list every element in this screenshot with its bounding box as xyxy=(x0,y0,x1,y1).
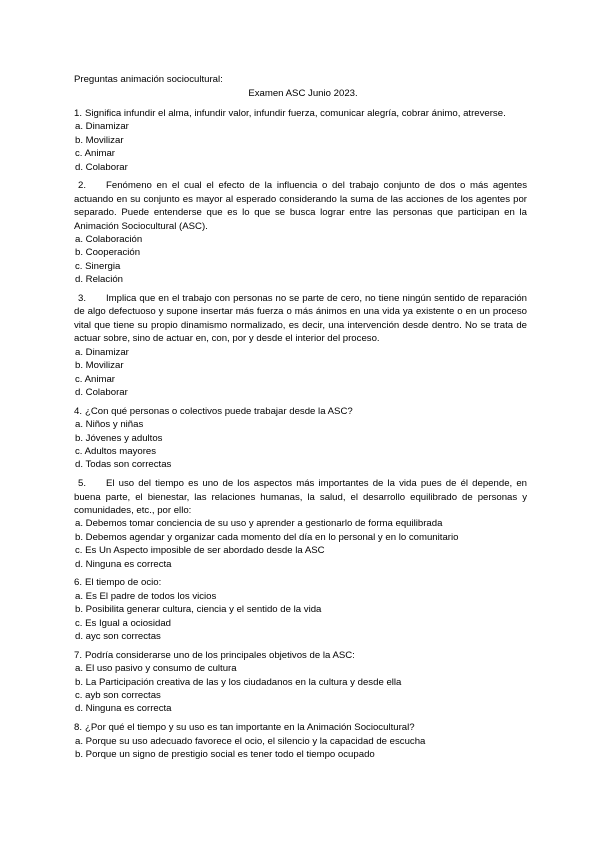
answer-option: b. Movilizar xyxy=(75,134,124,146)
answer-option: c. Sinergia xyxy=(75,260,121,272)
answer-option: b. Cooperación xyxy=(75,247,141,259)
question-number: 5. xyxy=(78,478,87,490)
answer-option: a. Porque su uso adecuado favorece el ocio, el silencio y la capacidad de escucha xyxy=(75,735,426,747)
answer-option: d. Relación xyxy=(75,274,123,286)
answer-option: a. Es El padre de todos los vicios xyxy=(75,590,217,602)
answer-option: b. Posibilita generar cultura, ciencia y el sentido de la vida xyxy=(75,604,322,616)
question-8 xyxy=(74,721,527,761)
document-title: Examen ASC Junio 2023. xyxy=(248,88,358,99)
answer-option: d. Colaborar xyxy=(75,386,128,398)
question-6 xyxy=(74,576,527,643)
answer-option: c. Adultos mayores xyxy=(75,445,157,457)
answer-option: c. Animar xyxy=(75,373,115,385)
question-statement: ¿Con qué personas o colectivos puede trabajar desde la ASC? xyxy=(85,405,353,417)
question-7 xyxy=(74,649,527,716)
answer-option: a. El uso pasivo y consumo de cultura xyxy=(75,663,237,675)
question-text xyxy=(74,179,527,233)
answer-option: a. Niños y niñas xyxy=(75,419,144,431)
question-statement: Fenómeno en el cual el efecto de la influencia o del trabajo conjunto de dos o más agentes actuando en su conjunto es mayor al esperado considerando la suma de las acciones de los agentes por separado. Puede entenderse que es lo que se busca lograr entre las personas que participan en la Animación Sociocultural (ASC). xyxy=(74,180,527,232)
answer-option: c. Animar xyxy=(75,148,115,160)
answer-option: d. Ninguna es correcta xyxy=(75,558,172,570)
question-text xyxy=(74,405,527,418)
answer-option: d. ayc son correctas xyxy=(75,630,161,642)
question-text xyxy=(74,292,527,346)
question-number: 4. xyxy=(74,405,83,417)
answer-option: a. Colaboración xyxy=(75,234,143,246)
question-text xyxy=(74,107,527,120)
answer-option: c. Es Un Aspecto imposible de ser abordado desde la ASC xyxy=(75,545,325,557)
answer-option: b. Porque un signo de prestigio social es tener todo el tiempo ocupado xyxy=(75,749,375,761)
question-number: 6. xyxy=(74,577,83,589)
answer-option: b. Movilizar xyxy=(75,360,124,372)
answer-option: a. Debemos tomar conciencia de su uso y aprender a gestionarlo de forma equilibrada xyxy=(75,518,443,530)
answer-option: d. Ninguna es correcta xyxy=(75,703,172,715)
question-statement: El uso del tiempo es uno de los aspectos más importantes de la vida pues de él depende, en buena parte, el bienestar, las relaciones humanas, la salud, el desarrollo equilibrado de personas y comunidades, etc., por ello: xyxy=(74,478,527,516)
answer-option: c. Es Igual a ociosidad xyxy=(75,617,171,629)
answer-option: b. Debemos agendar y organizar cada momento del día en lo personal y en lo comunitario xyxy=(75,531,459,543)
question-text xyxy=(74,576,527,589)
question-1 xyxy=(74,107,527,174)
question-text xyxy=(74,649,527,662)
question-statement: Implica que en el trabajo con personas no se parte de cero, no tiene ningún sentido de reparación de algo defectuoso y supone insertar más fuerza o más ánimos en una vida ya existente o en un proceso vital que tiene su propio dinamismo normalizado, es decir, una intervención desde dentro. No se trata de actuar sobre, sino de actuar en, con, por y desde el interior del proceso. xyxy=(74,293,527,345)
question-number: 3. xyxy=(78,293,87,305)
question-number: 8. xyxy=(74,722,83,734)
answer-option: d. Todas son correctas xyxy=(75,459,172,471)
question-text xyxy=(74,477,527,517)
question-statement: ¿Por qué el tiempo y su uso es tan importante en la Animación Sociocultural? xyxy=(85,722,415,734)
question-statement: Podría considerarse uno de los principales objetivos de la ASC: xyxy=(85,649,355,661)
question-list xyxy=(74,107,527,767)
answer-option: b. La Participación creativa de las y los ciudadanos en la cultura y desde ella xyxy=(75,676,402,688)
document-pretitle: Preguntas animación sociocultural: xyxy=(74,74,223,85)
answer-option: a. Dinamizar xyxy=(75,121,129,133)
answer-option: b. Jóvenes y adultos xyxy=(75,432,163,444)
answer-option: c. ayb son correctas xyxy=(75,690,161,701)
question-statement: Significa infundir el alma, infundir valor, infundir fuerza, comunicar alegría, cobrar ánimo, atreverse. xyxy=(85,108,506,119)
question-2 xyxy=(74,179,527,286)
answer-option: a. Dinamizar xyxy=(75,346,129,358)
answer-option: d. Colaborar xyxy=(75,161,128,173)
question-number: 7. xyxy=(74,649,83,661)
question-statement: El tiempo de ocio: xyxy=(85,577,162,589)
question-number: 2. xyxy=(78,180,87,192)
question-4 xyxy=(74,405,527,472)
question-5 xyxy=(74,477,527,571)
question-text xyxy=(74,721,527,734)
question-number: 1. xyxy=(74,108,83,119)
question-3 xyxy=(74,292,527,399)
